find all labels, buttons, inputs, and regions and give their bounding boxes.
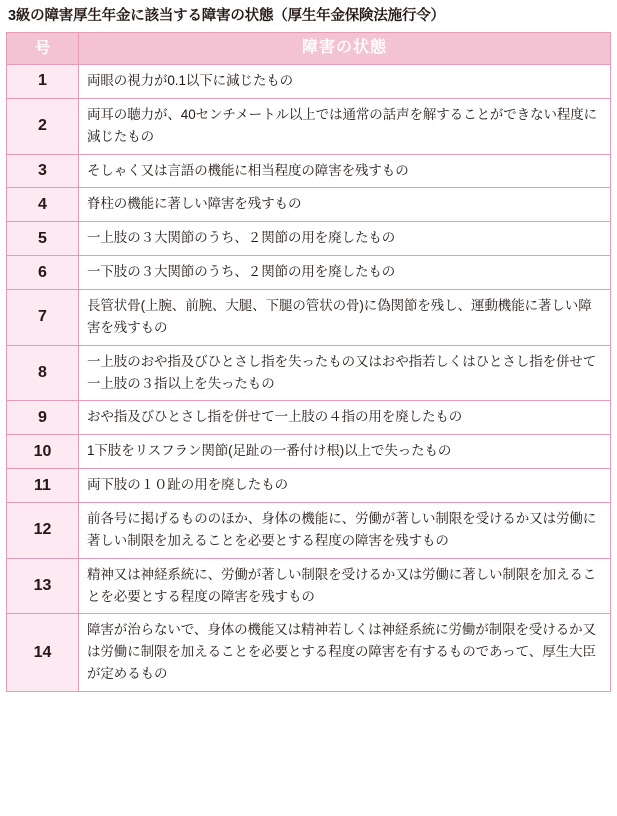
row-description: 脊柱の機能に著しい障害を残すもの bbox=[79, 188, 611, 222]
row-description: 1下肢をリスフラン関節(足趾の一番付け根)以上で失ったもの bbox=[79, 435, 611, 469]
row-description: そしゃく又は言語の機能に相当程度の障害を残すもの bbox=[79, 154, 611, 188]
table-row bbox=[7, 558, 611, 614]
row-description: 両下肢の１０趾の用を廃したもの bbox=[79, 469, 611, 503]
row-number: 14 bbox=[7, 614, 79, 692]
table-row bbox=[7, 256, 611, 290]
row-description: 前各号に掲げるもののほか、身体の機能に、労働が著しい制限を受けるか又は労働に著しい制限を加えることを必要とする程度の障害を残すもの bbox=[79, 503, 611, 559]
table-header bbox=[7, 33, 611, 65]
table-row bbox=[7, 290, 611, 346]
row-description: 一上肢のおや指及びひとさし指を失ったもの又はおや指若しくはひとさし指を併せて一上肢の３指以上を失ったもの bbox=[79, 345, 611, 401]
table-row bbox=[7, 188, 611, 222]
row-description: 両耳の聴力が、40センチメートル以上では通常の話声を解することができない程度に減じたもの bbox=[79, 98, 611, 154]
row-number: 3 bbox=[7, 154, 79, 188]
row-number: 1 bbox=[7, 64, 79, 98]
table-header-row bbox=[7, 33, 611, 65]
table-row bbox=[7, 503, 611, 559]
table-row bbox=[7, 222, 611, 256]
page-title: 3級の障害厚生年金に該当する障害の状態（厚生年金保険法施行令） bbox=[8, 8, 445, 24]
row-description: 精神又は神経系統に、労働が著しい制限を受けるか又は労働に著しい制限を加えることを必要とする程度の障害を残すもの bbox=[79, 558, 611, 614]
row-description: 両眼の視力が0.1以下に減じたもの bbox=[79, 64, 611, 98]
row-description: おや指及びひとさし指を併せて一上肢の４指の用を廃したもの bbox=[79, 401, 611, 435]
table-row bbox=[7, 469, 611, 503]
row-number: 10 bbox=[7, 435, 79, 469]
row-description: 一上肢の３大関節のうち、２関節の用を廃したもの bbox=[79, 222, 611, 256]
row-number: 9 bbox=[7, 401, 79, 435]
table-row bbox=[7, 154, 611, 188]
row-number: 11 bbox=[7, 469, 79, 503]
disability-grade-table bbox=[6, 32, 611, 692]
table-body bbox=[7, 64, 611, 691]
row-number: 7 bbox=[7, 290, 79, 346]
row-number: 13 bbox=[7, 558, 79, 614]
table-row bbox=[7, 98, 611, 154]
row-number: 5 bbox=[7, 222, 79, 256]
row-description: 一下肢の３大関節のうち、２関節の用を廃したもの bbox=[79, 256, 611, 290]
table-row bbox=[7, 64, 611, 98]
table-row bbox=[7, 401, 611, 435]
table-row bbox=[7, 345, 611, 401]
row-number: 2 bbox=[7, 98, 79, 154]
row-description: 障害が治らないで、身体の機能又は精神若しくは神経系統に労働が制限を受けるか又は労働に制限を加えることを必要とする程度の障害を有するものであって、厚生大臣が定めるもの bbox=[79, 614, 611, 692]
row-number: 4 bbox=[7, 188, 79, 222]
row-number: 12 bbox=[7, 503, 79, 559]
column-header-description: 障害の状態 bbox=[79, 33, 611, 65]
table-row bbox=[7, 435, 611, 469]
row-description: 長管状骨(上腕、前腕、大腿、下腿の管状の骨)に偽関節を残し、運動機能に著しい障害を残すもの bbox=[79, 290, 611, 346]
column-header-no: 号 bbox=[7, 33, 79, 65]
row-number: 6 bbox=[7, 256, 79, 290]
row-number: 8 bbox=[7, 345, 79, 401]
table-row bbox=[7, 614, 611, 692]
